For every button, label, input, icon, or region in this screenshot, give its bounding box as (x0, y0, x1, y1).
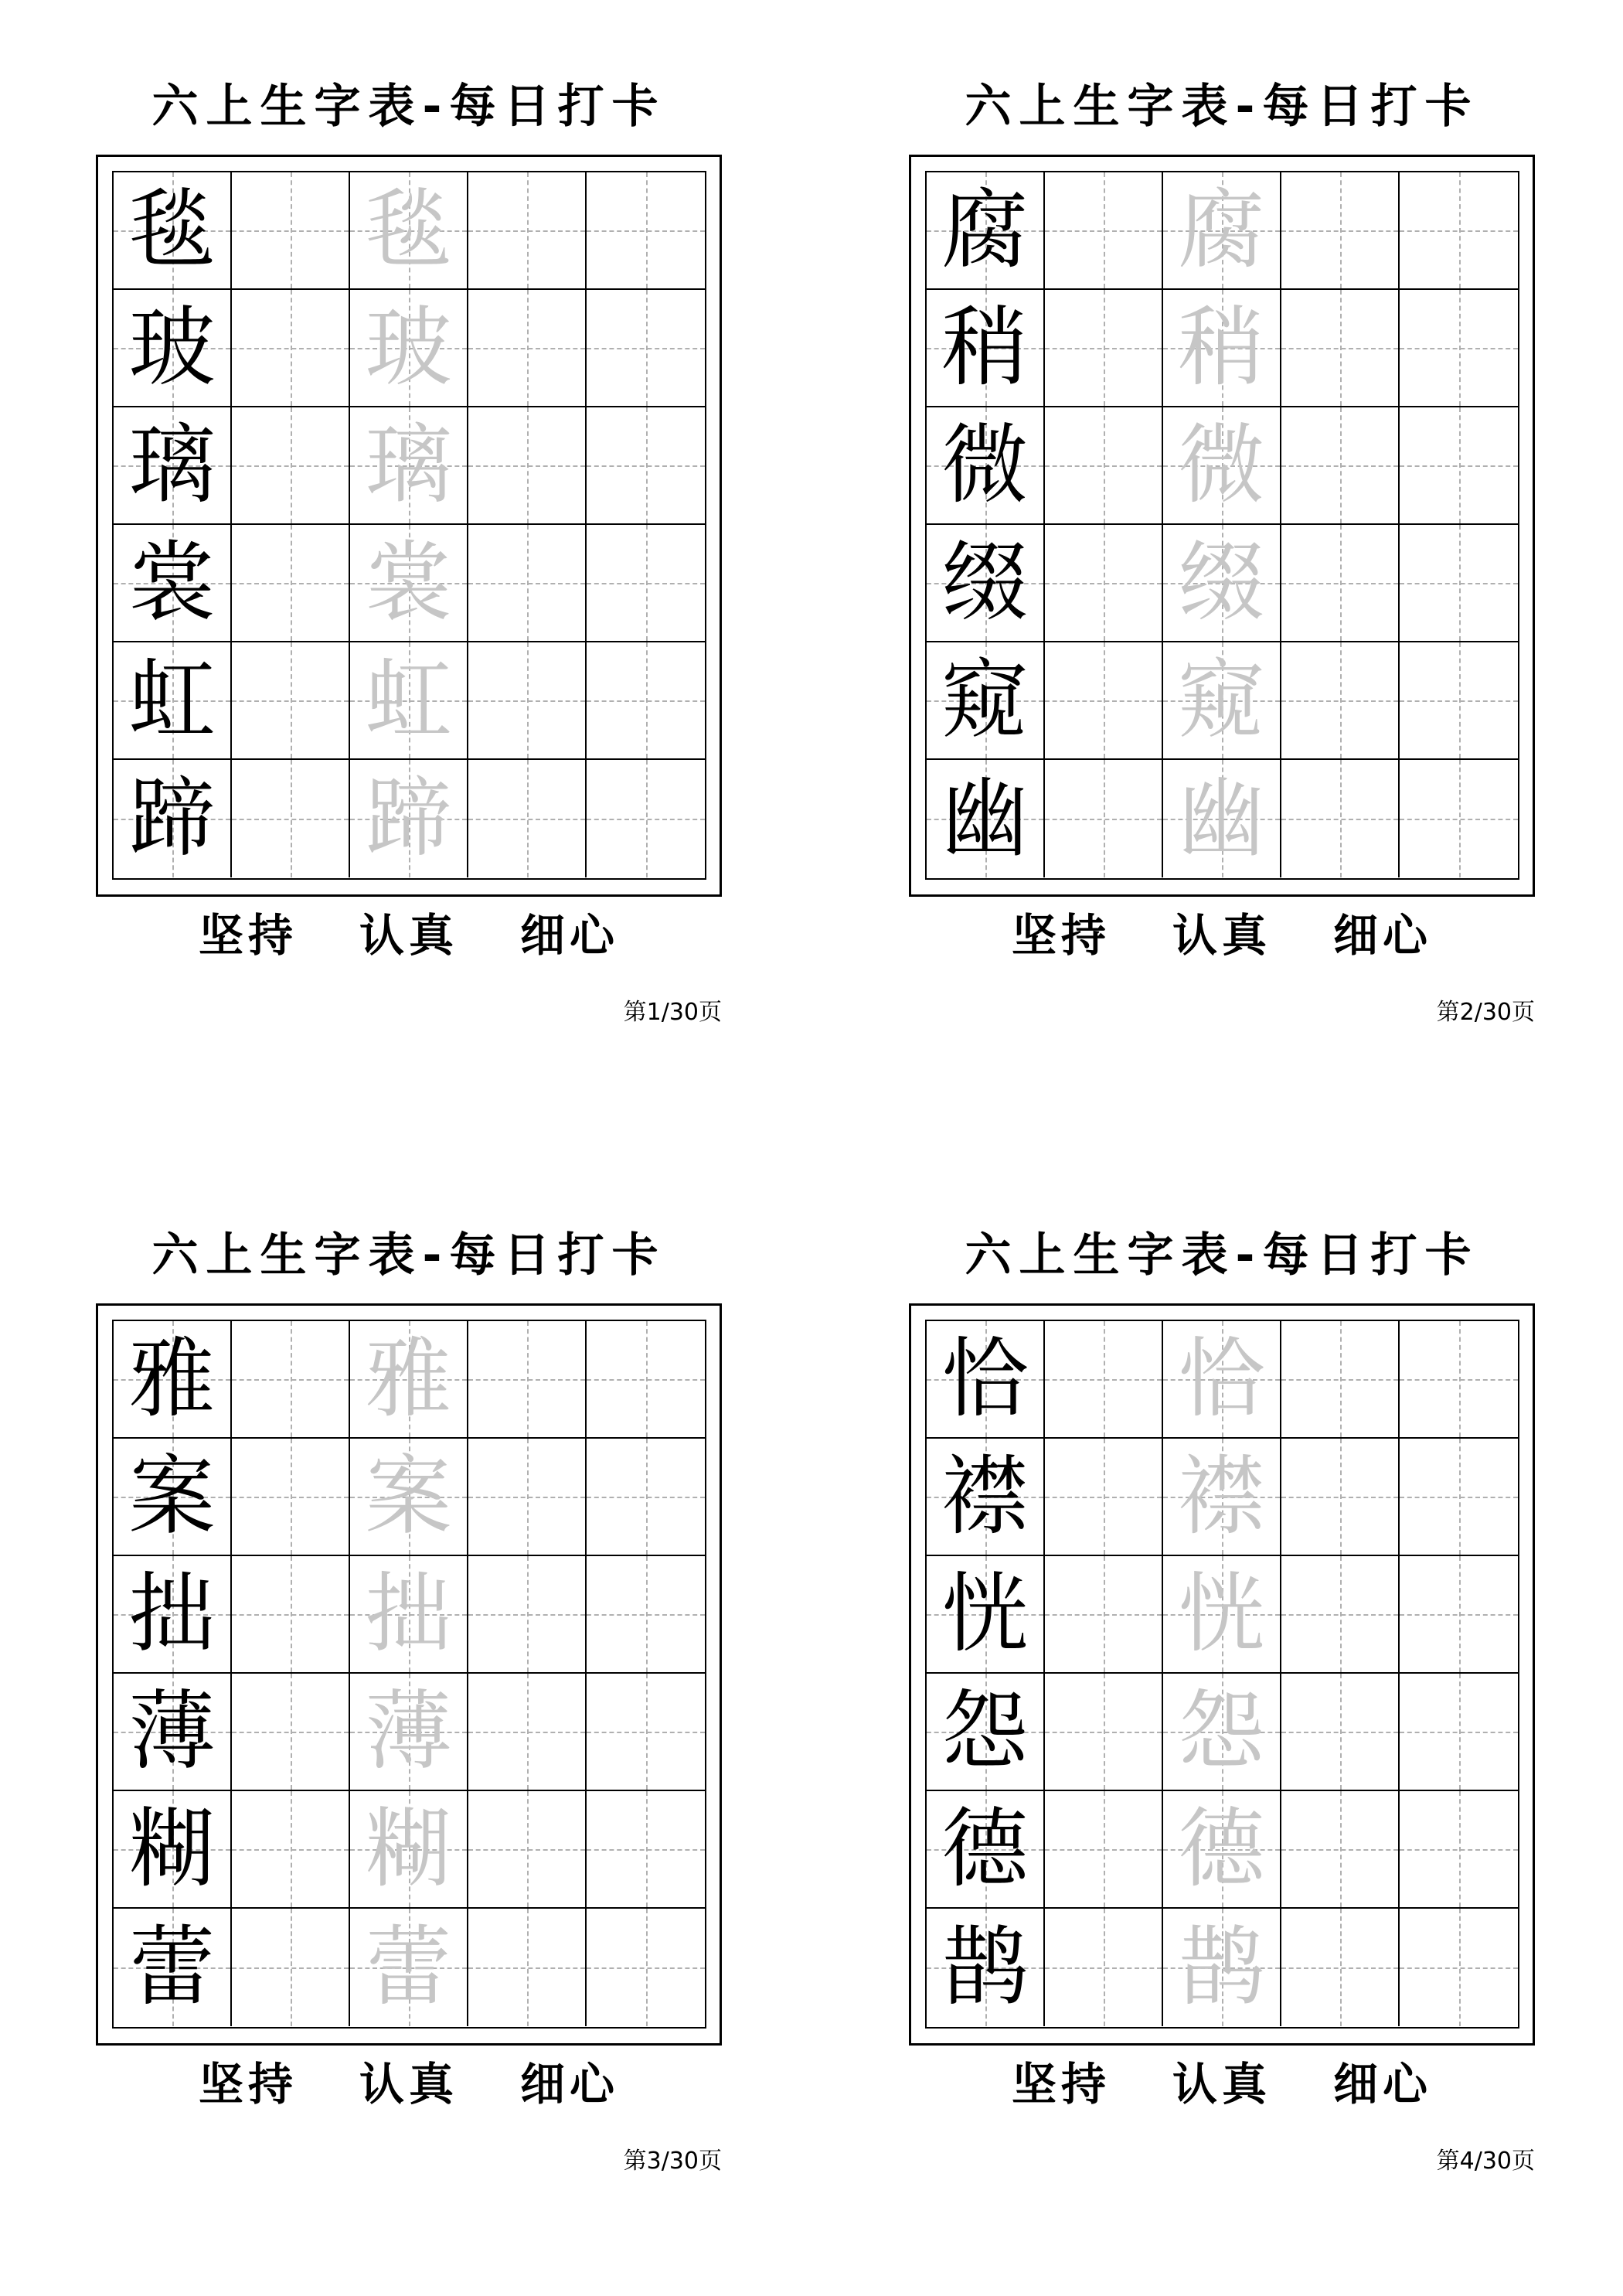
model-character: 怨 (941, 1681, 1029, 1782)
grid-cell[interactable] (468, 407, 587, 525)
grid-cell[interactable] (1163, 290, 1281, 407)
grid-cell[interactable] (587, 1674, 705, 1791)
grid-row (927, 1909, 1518, 2026)
grid-cell[interactable] (1163, 1674, 1281, 1791)
motto-word: 坚持 (198, 2058, 298, 2110)
grid-cell[interactable] (350, 1909, 468, 2026)
grid-cell[interactable] (927, 172, 1045, 290)
trace-character: 德 (1178, 1799, 1265, 1899)
grid-cell[interactable] (468, 760, 587, 877)
motto-word: 认真 (1172, 909, 1271, 962)
motto (96, 2053, 722, 2115)
grid-frame (909, 155, 1535, 897)
grid-cell[interactable] (1045, 1674, 1163, 1791)
grid-cell[interactable] (114, 1556, 232, 1674)
grid-cell[interactable] (1400, 525, 1518, 642)
grid-cell[interactable] (1281, 1321, 1400, 1439)
motto-word: 认真 (359, 2058, 458, 2110)
grid-cell[interactable] (350, 172, 468, 290)
grid-cell[interactable] (1400, 290, 1518, 407)
grid-cell[interactable] (114, 760, 232, 877)
grid-row (114, 1791, 705, 1909)
grid-cell[interactable] (587, 407, 705, 525)
trace-character: 腐 (1178, 180, 1265, 281)
grid-cell[interactable] (1400, 1556, 1518, 1674)
grid-cell[interactable] (468, 172, 587, 290)
model-character: 窥 (941, 650, 1029, 751)
grid-cell[interactable] (1045, 1439, 1163, 1556)
grid-row (927, 760, 1518, 877)
worksheet-1 (96, 62, 722, 1082)
model-character: 幽 (941, 768, 1029, 869)
motto (909, 2053, 1535, 2115)
model-character: 玻 (128, 298, 216, 398)
grid-cell[interactable] (350, 1791, 468, 1909)
grid-cell[interactable] (1400, 1321, 1518, 1439)
model-character: 鹊 (941, 1917, 1029, 2018)
trace-character: 襟 (1178, 1446, 1265, 1547)
writing-grid (112, 1320, 706, 2029)
model-character: 虹 (128, 650, 216, 751)
motto-word: 认真 (359, 909, 458, 962)
grid-cell[interactable] (350, 290, 468, 407)
grid-cell[interactable] (1163, 1556, 1281, 1674)
grid-row (927, 1556, 1518, 1674)
grid-row (927, 172, 1518, 290)
motto-word: 细心 (1333, 909, 1433, 962)
grid-cell[interactable] (1400, 172, 1518, 290)
motto-word: 细心 (520, 2058, 620, 2110)
grid-cell[interactable] (468, 642, 587, 760)
grid-cell[interactable] (927, 290, 1045, 407)
grid-cell[interactable] (587, 525, 705, 642)
grid-cell[interactable] (1281, 290, 1400, 407)
grid-cell[interactable] (232, 642, 350, 760)
model-character: 拙 (128, 1564, 216, 1664)
model-character: 恰 (941, 1329, 1029, 1429)
model-character: 恍 (941, 1564, 1029, 1664)
grid-cell[interactable] (587, 1556, 705, 1674)
grid-cell[interactable] (587, 290, 705, 407)
grid-cell[interactable] (468, 525, 587, 642)
model-character: 微 (941, 415, 1029, 516)
grid-cell[interactable] (927, 407, 1045, 525)
grid-cell[interactable] (1400, 642, 1518, 760)
grid-cell[interactable] (1281, 1909, 1400, 2026)
grid-cell[interactable] (927, 525, 1045, 642)
model-character: 腐 (941, 180, 1029, 281)
grid-cell[interactable] (587, 172, 705, 290)
model-character: 蹄 (128, 768, 216, 869)
grid-row (114, 1439, 705, 1556)
grid-cell[interactable] (114, 1321, 232, 1439)
grid-row (114, 172, 705, 290)
grid-cell[interactable] (927, 1674, 1045, 1791)
grid-cell[interactable] (232, 1321, 350, 1439)
motto-word: 认真 (1172, 2058, 1271, 2110)
grid-row (927, 407, 1518, 525)
grid-cell[interactable] (1163, 1321, 1281, 1439)
trace-character: 缀 (1178, 533, 1265, 633)
trace-character: 蕾 (365, 1917, 452, 2018)
grid-frame (96, 1303, 722, 2046)
grid-cell[interactable] (232, 1556, 350, 1674)
grid-cell[interactable] (1400, 760, 1518, 877)
grid-cell[interactable] (1045, 290, 1163, 407)
motto (96, 904, 722, 966)
page-number: 第1/30页 (623, 999, 722, 1026)
grid-cell[interactable] (350, 1321, 468, 1439)
grid-cell[interactable] (468, 1439, 587, 1556)
grid-cell[interactable] (350, 525, 468, 642)
grid-cell[interactable] (468, 290, 587, 407)
motto-word: 坚持 (1011, 909, 1111, 962)
model-character: 毯 (128, 180, 216, 281)
sheet-title: 六上生字表-每日打卡 (965, 1228, 1479, 1283)
grid-row (927, 642, 1518, 760)
grid-cell[interactable] (927, 1439, 1045, 1556)
grid-cell[interactable] (114, 172, 232, 290)
grid-cell[interactable] (587, 1439, 705, 1556)
trace-character: 蹄 (365, 768, 452, 869)
grid-row (114, 642, 705, 760)
grid-cell[interactable] (350, 1439, 468, 1556)
trace-character: 微 (1178, 415, 1265, 516)
trace-character: 稍 (1178, 298, 1265, 398)
grid-cell[interactable] (1045, 1791, 1163, 1909)
model-character: 案 (128, 1446, 216, 1547)
grid-cell[interactable] (1163, 642, 1281, 760)
grid-cell[interactable] (1045, 525, 1163, 642)
grid-cell[interactable] (587, 642, 705, 760)
grid-cell[interactable] (1281, 172, 1400, 290)
grid-cell[interactable] (468, 1791, 587, 1909)
grid-row (927, 1674, 1518, 1791)
grid-cell[interactable] (468, 1556, 587, 1674)
grid-cell[interactable] (232, 760, 350, 877)
grid-cell[interactable] (1163, 1439, 1281, 1556)
grid-cell[interactable] (350, 1674, 468, 1791)
grid-cell[interactable] (468, 1674, 587, 1791)
grid-row (114, 407, 705, 525)
page-number: 第4/30页 (1436, 2148, 1535, 2175)
grid-cell[interactable] (114, 1674, 232, 1791)
worksheet-3 (96, 1211, 722, 2231)
grid-cell[interactable] (1045, 760, 1163, 877)
grid-row (114, 1909, 705, 2026)
trace-character: 璃 (365, 415, 452, 516)
trace-character: 雅 (365, 1329, 452, 1429)
grid-cell[interactable] (1281, 1674, 1400, 1791)
grid-row (927, 1321, 1518, 1439)
model-character: 蕾 (128, 1917, 216, 2018)
grid-cell[interactable] (1400, 1439, 1518, 1556)
worksheet-4 (909, 1211, 1535, 2231)
grid-cell[interactable] (1163, 760, 1281, 877)
grid-cell[interactable] (232, 407, 350, 525)
grid-row (927, 290, 1518, 407)
grid-cell[interactable] (1400, 1791, 1518, 1909)
grid-cell[interactable] (232, 1909, 350, 2026)
sheet-title: 六上生字表-每日打卡 (151, 80, 666, 134)
trace-character: 恰 (1178, 1329, 1265, 1429)
model-character: 薄 (128, 1681, 216, 1782)
page-number: 第3/30页 (623, 2148, 722, 2175)
grid-row (114, 760, 705, 877)
grid-cell[interactable] (232, 290, 350, 407)
grid-cell[interactable] (927, 1556, 1045, 1674)
grid-cell[interactable] (350, 642, 468, 760)
grid-cell[interactable] (232, 1674, 350, 1791)
grid-cell[interactable] (1281, 760, 1400, 877)
grid-frame (909, 1303, 1535, 2046)
grid-cell[interactable] (927, 1321, 1045, 1439)
grid-cell[interactable] (1281, 525, 1400, 642)
grid-cell[interactable] (1400, 1909, 1518, 2026)
trace-character: 毯 (365, 180, 452, 281)
grid-cell[interactable] (1400, 407, 1518, 525)
grid-cell[interactable] (114, 642, 232, 760)
grid-cell[interactable] (1281, 407, 1400, 525)
grid-row (114, 1556, 705, 1674)
model-character: 糊 (128, 1799, 216, 1899)
page-number: 第2/30页 (1436, 999, 1535, 1026)
model-character: 缀 (941, 533, 1029, 633)
grid-cell[interactable] (1281, 642, 1400, 760)
grid-cell[interactable] (350, 407, 468, 525)
grid-row (114, 1674, 705, 1791)
trace-character: 虹 (365, 650, 452, 751)
grid-cell[interactable] (1163, 1791, 1281, 1909)
trace-character: 裳 (365, 533, 452, 633)
grid-cell[interactable] (232, 525, 350, 642)
grid-cell[interactable] (587, 1791, 705, 1909)
grid-cell[interactable] (114, 1909, 232, 2026)
grid-cell[interactable] (468, 1909, 587, 2026)
grid-cell[interactable] (114, 407, 232, 525)
worksheet-2 (909, 62, 1535, 1082)
trace-character: 鹊 (1178, 1917, 1265, 2018)
grid-cell[interactable] (350, 760, 468, 877)
grid-cell[interactable] (232, 1439, 350, 1556)
writing-grid (112, 171, 706, 880)
grid-cell[interactable] (1281, 1791, 1400, 1909)
grid-cell[interactable] (114, 1791, 232, 1909)
grid-cell[interactable] (1045, 642, 1163, 760)
grid-cell[interactable] (587, 1321, 705, 1439)
grid-cell[interactable] (114, 290, 232, 407)
grid-cell[interactable] (927, 1791, 1045, 1909)
writing-grid (925, 1320, 1519, 2029)
grid-row (927, 525, 1518, 642)
grid-cell[interactable] (114, 1439, 232, 1556)
trace-character: 案 (365, 1446, 452, 1547)
trace-character: 恍 (1178, 1564, 1265, 1664)
motto-word: 细心 (520, 909, 620, 962)
model-character: 璃 (128, 415, 216, 516)
model-character: 裳 (128, 533, 216, 633)
model-character: 稍 (941, 298, 1029, 398)
trace-character: 玻 (365, 298, 452, 398)
sheet-title: 六上生字表-每日打卡 (151, 1228, 666, 1283)
grid-cell[interactable] (350, 1556, 468, 1674)
grid-cell[interactable] (1045, 407, 1163, 525)
grid-cell[interactable] (1163, 525, 1281, 642)
grid-cell[interactable] (927, 642, 1045, 760)
grid-row (114, 290, 705, 407)
grid-cell[interactable] (587, 1909, 705, 2026)
grid-row (927, 1791, 1518, 1909)
trace-character: 薄 (365, 1681, 452, 1782)
grid-cell[interactable] (587, 760, 705, 877)
grid-cell[interactable] (1045, 172, 1163, 290)
grid-row (927, 1439, 1518, 1556)
grid-cell[interactable] (1163, 172, 1281, 290)
motto (909, 904, 1535, 966)
grid-cell[interactable] (1045, 1556, 1163, 1674)
grid-cell[interactable] (232, 172, 350, 290)
trace-character: 糊 (365, 1799, 452, 1899)
grid-cell[interactable] (1163, 1909, 1281, 2026)
grid-cell[interactable] (468, 1321, 587, 1439)
grid-cell[interactable] (1045, 1321, 1163, 1439)
grid-row (114, 525, 705, 642)
model-character: 雅 (128, 1329, 216, 1429)
grid-frame (96, 155, 722, 897)
grid-cell[interactable] (1281, 1556, 1400, 1674)
grid-cell[interactable] (1400, 1674, 1518, 1791)
sheet-title: 六上生字表-每日打卡 (965, 80, 1479, 134)
trace-character: 窥 (1178, 650, 1265, 751)
grid-cell[interactable] (232, 1791, 350, 1909)
grid-cell[interactable] (927, 760, 1045, 877)
trace-character: 拙 (365, 1564, 452, 1664)
motto-word: 坚持 (198, 909, 298, 962)
grid-cell[interactable] (1281, 1439, 1400, 1556)
grid-cell[interactable] (114, 525, 232, 642)
motto-word: 坚持 (1011, 2058, 1111, 2110)
grid-cell[interactable] (927, 1909, 1045, 2026)
model-character: 襟 (941, 1446, 1029, 1547)
trace-character: 幽 (1178, 768, 1265, 869)
trace-character: 怨 (1178, 1681, 1265, 1782)
grid-cell[interactable] (1045, 1909, 1163, 2026)
grid-cell[interactable] (1163, 407, 1281, 525)
writing-grid (925, 171, 1519, 880)
model-character: 德 (941, 1799, 1029, 1899)
motto-word: 细心 (1333, 2058, 1433, 2110)
grid-row (114, 1321, 705, 1439)
